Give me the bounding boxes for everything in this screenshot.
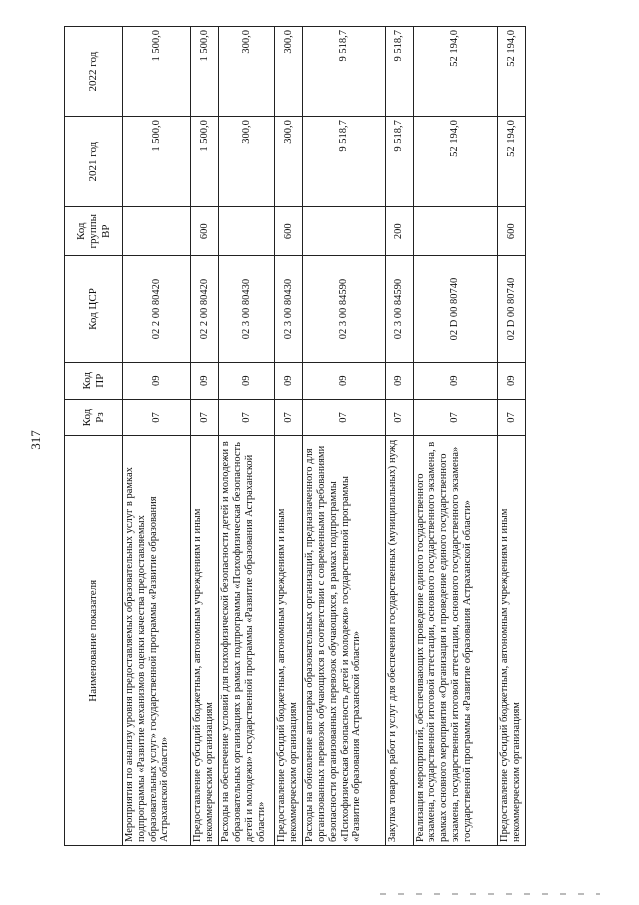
header-rz: Код Рз bbox=[65, 399, 123, 436]
row-csr: 02 D 00 80740 bbox=[497, 256, 525, 362]
row-csr: 02 2 00 80420 bbox=[123, 256, 191, 362]
row-vr bbox=[219, 207, 275, 256]
row-rz: 07 bbox=[191, 399, 219, 436]
scan-artifact bbox=[380, 893, 600, 895]
row-2022: 1 500,0 bbox=[123, 27, 191, 117]
row-pr: 09 bbox=[385, 362, 413, 399]
header-vr: Код группы ВР bbox=[65, 207, 123, 256]
row-2021: 52 194,0 bbox=[413, 117, 497, 207]
row-rz: 07 bbox=[497, 399, 525, 436]
row-2022: 300,0 bbox=[219, 27, 275, 117]
row-rz: 07 bbox=[275, 399, 303, 436]
header-name: Наименование показателя bbox=[65, 436, 123, 846]
header-pr: Код ПР bbox=[65, 362, 123, 399]
row-pr: 09 bbox=[413, 362, 497, 399]
row-pr: 09 bbox=[275, 362, 303, 399]
table-header-row bbox=[65, 27, 123, 846]
row-2021: 9 518,7 bbox=[303, 117, 385, 207]
header-2022: 2022 год bbox=[65, 27, 123, 117]
row-vr: 600 bbox=[191, 207, 219, 256]
row-2021: 52 194,0 bbox=[497, 117, 525, 207]
row-csr: 02 3 00 80430 bbox=[275, 256, 303, 362]
row-2021: 1 500,0 bbox=[191, 117, 219, 207]
row-vr: 600 bbox=[275, 207, 303, 256]
row-csr: 02 2 00 80420 bbox=[191, 256, 219, 362]
row-rz: 07 bbox=[123, 399, 191, 436]
table-row bbox=[123, 27, 191, 846]
table-row bbox=[413, 27, 497, 846]
row-name: Закупка товаров, работ и услуг для обеспечения государственных (муниципальных) нужд bbox=[385, 436, 413, 846]
row-name: Мероприятия по анализу уровня предоставляемых образовательных услуг в рамках подпрограммы «Развитие механизмов оценки качества предоставляемых образовательных услуг» государственной программы «Развитие образования Астраханской области» bbox=[123, 436, 191, 846]
row-2021: 9 518,7 bbox=[385, 117, 413, 207]
row-csr: 02 3 00 84590 bbox=[385, 256, 413, 362]
table-row bbox=[191, 27, 219, 846]
table-row bbox=[275, 27, 303, 846]
row-vr bbox=[303, 207, 385, 256]
budget-table bbox=[64, 26, 526, 846]
row-2022: 300,0 bbox=[275, 27, 303, 117]
row-vr bbox=[123, 207, 191, 256]
row-vr bbox=[413, 207, 497, 256]
row-csr: 02 D 00 80740 bbox=[413, 256, 497, 362]
table-row bbox=[497, 27, 525, 846]
header-csr: Код ЦСР bbox=[65, 256, 123, 362]
row-csr: 02 3 00 84590 bbox=[303, 256, 385, 362]
row-2022: 9 518,7 bbox=[385, 27, 413, 117]
row-2021: 1 500,0 bbox=[123, 117, 191, 207]
row-name: Предоставление субсидий бюджетным, автономным учреждениям и иным некоммерческим организациям bbox=[497, 436, 525, 846]
row-name: Предоставление субсидий бюджетным, автономным учреждениям и иным некоммерческим организациям bbox=[275, 436, 303, 846]
row-2022: 1 500,0 bbox=[191, 27, 219, 117]
row-name: Расходы на обеспечение условий для психофизической безопасности детей и молодежи в образовательных организациях в рамках подпрограммы «Психофизическая безопасность детей и молодежи» государственной программы «Развитие образования Астраханской области» bbox=[219, 436, 275, 846]
table-row bbox=[303, 27, 385, 846]
row-pr: 09 bbox=[219, 362, 275, 399]
row-2021: 300,0 bbox=[219, 117, 275, 207]
header-2021: 2021 год bbox=[65, 117, 123, 207]
row-2021: 300,0 bbox=[275, 117, 303, 207]
row-pr: 09 bbox=[191, 362, 219, 399]
row-vr: 600 bbox=[497, 207, 525, 256]
row-2022: 52 194,0 bbox=[497, 27, 525, 117]
row-name: Предоставление субсидий бюджетным, автономным учреждениям и иным некоммерческим организациям bbox=[191, 436, 219, 846]
row-vr: 200 bbox=[385, 207, 413, 256]
rotated-table-container bbox=[64, 26, 526, 846]
row-csr: 02 3 00 80430 bbox=[219, 256, 275, 362]
row-pr: 09 bbox=[303, 362, 385, 399]
row-pr: 09 bbox=[123, 362, 191, 399]
page-number: 317 bbox=[28, 430, 43, 450]
row-2022: 52 194,0 bbox=[413, 27, 497, 117]
row-rz: 07 bbox=[219, 399, 275, 436]
row-rz: 07 bbox=[303, 399, 385, 436]
row-name: Реализация мероприятий, обеспечивающих проведение единого государственного экзамена, государственной итоговой аттестации, основного государственного экзамена, в рамках основного мероприятия «Организация и проведение единого государственного экзамена, государственной итоговой аттестации, основного государственного экзамена» государственной программы «Развитие образования Астраханской области» bbox=[413, 436, 497, 846]
row-rz: 07 bbox=[413, 399, 497, 436]
row-name: Расходы на обновление автопарка образовательных организаций, предназначенного для организованных перевозок обучающихся в соответствии с современными требованиями безопасности организованных перевозок обучающихся, в рамках подпрограммы «Психофизическая безопасность детей и молодежи» государственной программы «Развитие образования Астраханской области» bbox=[303, 436, 385, 846]
row-2022: 9 518,7 bbox=[303, 27, 385, 117]
row-pr: 09 bbox=[497, 362, 525, 399]
row-rz: 07 bbox=[385, 399, 413, 436]
table-row bbox=[219, 27, 275, 846]
table-row bbox=[385, 27, 413, 846]
